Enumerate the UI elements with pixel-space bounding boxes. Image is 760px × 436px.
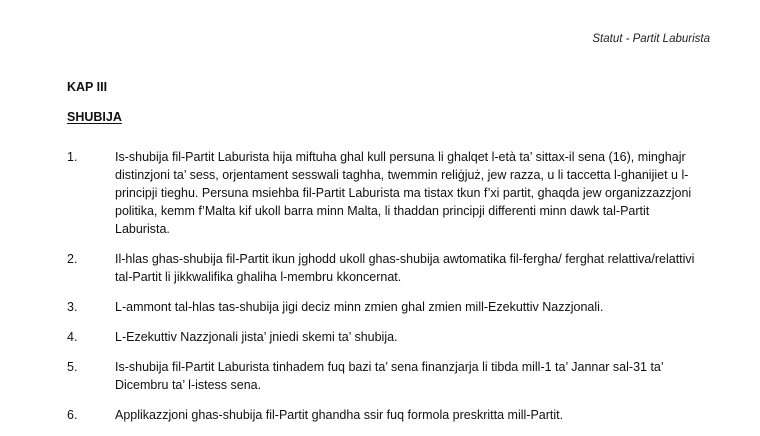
article-number: 3. (67, 300, 78, 314)
running-header: Statut - Partit Laburista (592, 33, 710, 45)
article-item (67, 406, 707, 424)
article-item (67, 358, 707, 394)
article-text: Is-shubija fil-Partit Laburista hija miftuha ghal kull persuna li ghalqet l-età ta’ sittax-il sena (16), minghajr distinzjoni ta’ sess, orjentament sesswali taghha, twemmin reliġjuż, jew razza, u li taccetta l-ghanijiet u l-principji tieghu. Persuna msiehba fil-Partit Laburista ma tistax tkun f’xi partit, ghaqda jew organizzazzjoni politika, kemm f’Malta kif ukoll barra minn Malta, li thaddan principji differenti minn dawk tal-Partit Laburista. (115, 150, 692, 236)
article-text: L-ammont tal-hlas tas-shubija jigi deciz minn zmien ghal zmien mill-Ezekuttiv Nazzjonali. (115, 300, 604, 314)
chapter-label: KAP III (67, 80, 108, 94)
article-number: 5. (67, 360, 78, 374)
articles-list (67, 148, 707, 436)
article-number: 2. (67, 252, 78, 266)
article-item (67, 328, 707, 346)
article-item (67, 148, 707, 238)
article-number: 6. (67, 408, 78, 422)
article-text: Il-hlas ghas-shubija fil-Partit ikun jghodd ukoll ghas-shubija awtomatika fil-fergha/ ferghat relattiva/relattivi tal-Partit li jikkwalifika ghaliha l-membru kkoncernat. (115, 252, 695, 284)
article-number: 1. (67, 150, 78, 164)
section-title: SHUBIJA (67, 110, 122, 124)
article-item (67, 250, 707, 286)
article-text: Is-shubija fil-Partit Laburista tinhadem fuq bazi ta’ sena finanzjarja li tibda mill-1 ta’ Jannar sal-31 ta’ Dicembru ta’ l-istess sena. (115, 360, 664, 392)
article-number: 4. (67, 330, 78, 344)
article-text: Applikazzjoni ghas-shubija fil-Partit ghandha ssir fuq formola preskritta mill-Partit. (115, 408, 564, 422)
article-item (67, 298, 707, 316)
article-text: L-Ezekuttiv Nazzjonali jista’ jniedi skemi ta’ shubija. (115, 330, 398, 344)
